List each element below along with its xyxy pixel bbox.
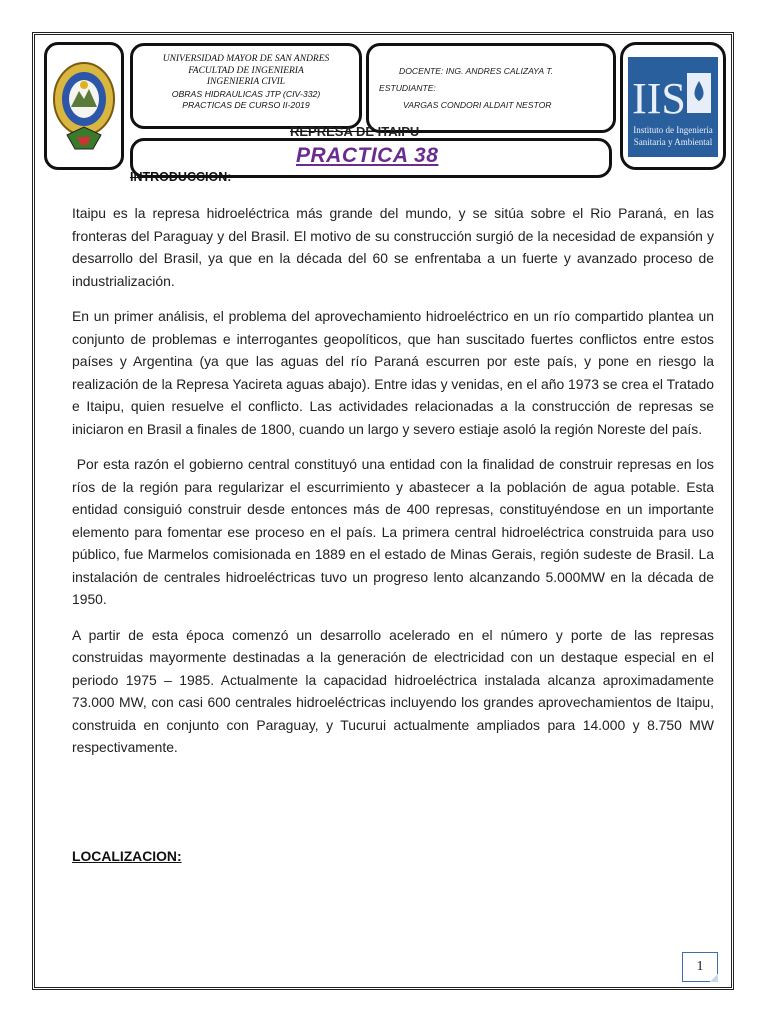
page-number: 1 (682, 952, 718, 982)
iis-caption-1: Instituto de Ingeniería (633, 125, 713, 135)
course-name: OBRAS HIDRAULICAS JTP (CIV-332) (171, 88, 321, 99)
iis-logo-letters: IIS (632, 74, 686, 123)
student-name: VARGAS CONDORI ALDAIT NESTOR (403, 100, 552, 110)
iis-logo-box (620, 42, 726, 170)
iis-caption-2: Sanitaria y Ambiental (633, 137, 713, 147)
student-label: ESTUDIANTE: (379, 83, 436, 93)
faculty-name: FACULTAD DE INGENIERIA (188, 65, 304, 76)
university-seal-box (44, 42, 124, 170)
university-name: UNIVERSIDAD MAYOR DE SAN ANDRES (162, 54, 330, 64)
paragraph: A partir de esta época comenzó un desarrollo acelerado en el número y porte de las represas construidas mayormente destinadas a la generación de electricidad con un destaque especial en el periodo 1975 – 1985. Actualmente la capacidad hidroeléctrica instalada alcanza aproximadamente 73.000 MW, con casi 600 centrales hidroeléctricas incluyendo los grandes aprovechamientos de Itaipu, construida en conjunto con Paraguay, y Tucurui actualmente ampliados para 14.000 y 8.750 MW respectivamente. (72, 626, 714, 755)
teacher-student-box (366, 43, 616, 133)
practice-term: PRACTICAS DE CURSO II-2019 (182, 100, 310, 110)
career-name: INGENIERIA CIVIL (206, 77, 286, 87)
paragraph: Por esta razón el gobierno central constituyó una entidad con la finalidad de construir represas en los ríos de la región para regularizar el escurrimiento y abastecer a la población de agua potable. Esta entidad consiguió construir desde entonces más de 400 represas, constituyéndose en un importante elemento para fomentar ese proceso en el país. La primera central hidroeléctrica construida para uso público, fue Marmelos comisionada en 1889 en el estado de Minas Gerais, región sudeste de Brasil. La instalación de centrales hidroeléctricas tuvo un progreso lento alcanzando 5.000MW en la década de 1950. (72, 456, 718, 607)
iis-logo-icon (623, 45, 723, 167)
practice-title: PRACTICA 38 (296, 144, 439, 167)
paragraph: En un primer análisis, el problema del aprovechamiento hidroeléctrico en un río compartido plantea un conjunto de problemas e interrogantes geopolíticos, que han suscitado fuertes conflictos entre estos países y Argentina (ya que las aguas del río Paraná escurren por este país, y pone en riesgo la realización de la Represa Yacireta aguas abajo). Entre idas y venidas, en el año 1973 se crea el Tratado e Itaipu, quien resuelve el conflicto. Las actividades relacionadas a la construcción de represas se iniciaron en Brasil a finales de 1800, cuando un largo y severo estiaje asoló la región Noreste del país. (72, 308, 714, 437)
university-seal-icon (47, 45, 121, 167)
paragraph: Itaipu es la represa hidroeléctrica más grande del mundo, y se sitúa sobre el Rio Paraná, en las fronteras del Paraguay y del Brasil. El motivo de su construcción surgió de la necesidad de expansión y desarrollo del Brasil, ya que en la década del 60 se enfrentaba a un fuerte y avanzado proceso de industrialización. (72, 205, 714, 289)
teacher-line: DOCENTE: ING. ANDRES CALIZAYA T. (399, 66, 554, 76)
body-text (72, 202, 718, 772)
university-info-box (130, 43, 362, 129)
localization-heading: LOCALIZACION: (72, 848, 182, 864)
introduction-heading: INTRODUCCION: (130, 170, 232, 184)
document-heading: REPRESA DE ITAIPU (290, 124, 420, 139)
